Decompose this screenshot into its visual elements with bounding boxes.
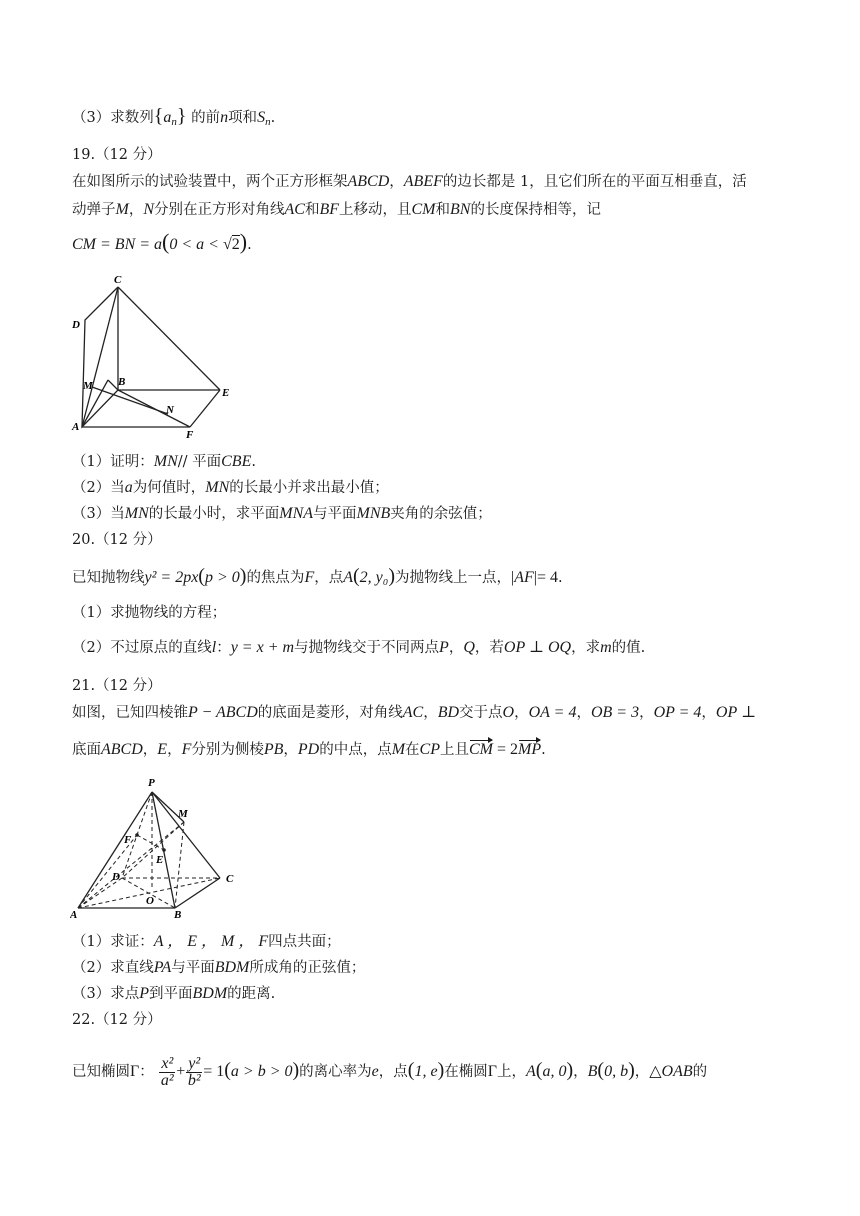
q19-part3: （3）当MN的长最小时，求平面MNA与平面MNB夹角的余弦值； <box>72 505 492 522</box>
q19-formula: CM = BN = a(0 < a < √2). <box>72 229 252 254</box>
label-c: C <box>114 274 122 286</box>
q20-part1: （1）求抛物线的方程； <box>72 605 227 621</box>
q20-part2: （2）不过原点的直线l：y = x + m与抛物线交于不同两点P，Q，若OP ⊥ OQ，求m的值. <box>72 639 646 656</box>
label-b: B <box>174 909 182 921</box>
label-b: B <box>118 376 126 388</box>
q22-header: 22.（12 分） <box>72 1012 162 1028</box>
label-m: M <box>83 380 93 392</box>
q19-line2: 动弹子M，N分别在正方形对角线AC和BF上移动，且CM和BN的长度保持相等，记 <box>72 201 601 218</box>
label-o: O <box>146 895 154 907</box>
q19-part2: （2）当a为何值时，MN的长最小并求出最小值； <box>72 479 389 496</box>
q21-part3: （3）求点P到平面BDM的距离. <box>72 985 276 1002</box>
q21-figure <box>70 770 250 922</box>
label-c: C <box>226 873 234 885</box>
label-n: N <box>166 404 174 416</box>
q19-part1: （1）证明：MN// 平面CBE. <box>72 453 256 470</box>
label-f: F <box>186 429 194 441</box>
q21-header: 21.（12 分） <box>72 678 162 694</box>
q20-line1: 已知抛物线y² = 2px(p > 0)的焦点为F，点A(2, y₀)为抛物线上一点，|AF|= 4. <box>72 565 563 587</box>
label-d: D <box>72 319 80 331</box>
q19-figure <box>70 272 240 442</box>
label-e: E <box>222 387 230 399</box>
q19-line1: 在如图所示的试验装置中，两个正方形框架ABCD，ABEF的边长都是 1，且它们所在的平面互相垂直，活 <box>72 173 747 190</box>
label-a: A <box>72 421 80 433</box>
label-d: D <box>112 871 120 883</box>
label-m: M <box>178 808 188 820</box>
q20-header: 20.（12 分） <box>72 532 162 548</box>
q21-line2: 底面ABCD，E，F分别为侧棱PB，PD的中点，点M在CP上且CM = 2MP. <box>72 741 546 758</box>
q19-header: 19.（12 分） <box>72 147 162 163</box>
label-p: P <box>148 777 155 789</box>
q21-part2: （2）求直线PA与平面BDM所成角的正弦值； <box>72 959 366 976</box>
label-a: A <box>70 909 78 921</box>
q21-part1: （1）求证：A ， E ， M ， F四点共面； <box>72 933 341 950</box>
q18-part3: （3）求数列$\{a_n\}$ 的前n项和$S_n$. <box>72 105 276 128</box>
label-f: F <box>124 834 132 846</box>
q22-line1: 已知椭圆Γ： $\frac{\text{x²}}{\text{a²}}$ + $\frac{\text{y²}}{\text{b²}}$ = 1(a > b > 0)的离心率为e，点(1, e)在椭圆Γ上，A(a, 0)，B(0, b)，△OAB的 <box>72 1054 708 1089</box>
label-e: E <box>156 854 164 866</box>
q21-line1: 如图，已知四棱锥P − ABCD的底面是菱形，对角线AC，BD交于点O，OA = 4，OB = 3，OP = 4，OP ⊥ <box>72 704 757 721</box>
